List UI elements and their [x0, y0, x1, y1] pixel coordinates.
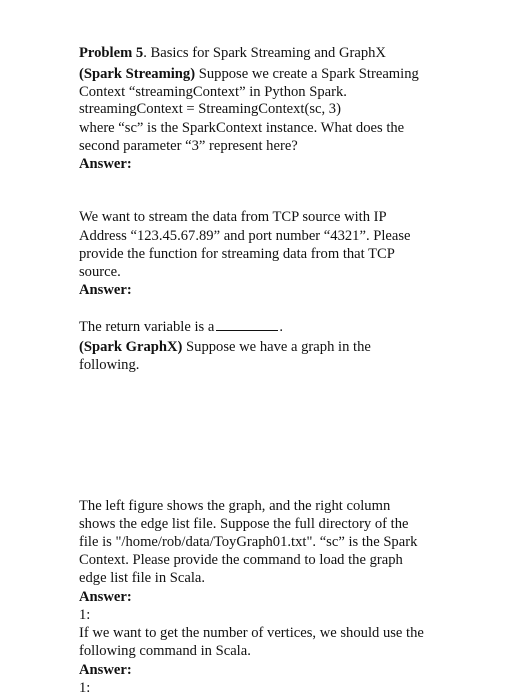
- load-line-5: edge list file in Scala.: [79, 570, 206, 586]
- tcp-line-1: We want to stream the data from TCP source with IP: [79, 209, 387, 225]
- streaming-line-1: [79, 66, 419, 83]
- streaming-answer-label: [79, 156, 132, 173]
- streaming-tag: (Spark Streaming): [79, 66, 196, 82]
- vertices-answer-item: 1:: [79, 680, 91, 696]
- load-line-2: shows the edge list file. Suppose the full directory of the: [79, 516, 409, 532]
- load-line-4: Context. Please provide the command to load the graph: [79, 552, 403, 568]
- load-answer-label: [79, 589, 132, 606]
- tcp-line-3: provide the function for streaming data from that TCP: [79, 246, 395, 262]
- tcp-line-4: source.: [79, 264, 121, 280]
- answer-label-text: Answer:: [79, 662, 132, 678]
- answer-label-text: Answer:: [79, 156, 132, 172]
- fill-in-blank: [216, 319, 278, 331]
- load-line-3: file is "/home/rob/data/ToyGraph01.txt". “sc” is the Spark: [79, 534, 418, 550]
- answer-label-text: Answer:: [79, 282, 132, 298]
- graphx-line-2: following.: [79, 357, 140, 373]
- return-variable-text: The return variable is a: [79, 319, 215, 335]
- problem-number: Problem 5: [79, 45, 144, 61]
- problem-title: [79, 45, 386, 62]
- vertices-line-2: following command in Scala.: [79, 643, 251, 659]
- streaming-code-line: streamingContext = StreamingContext(sc, 3): [79, 101, 341, 117]
- streaming-line-2: Context “streamingContext” in Python Spark.: [79, 84, 347, 100]
- streaming-line-5: second parameter “3” represent here?: [79, 138, 298, 154]
- return-variable-period: .: [279, 319, 283, 335]
- tcp-answer-label: [79, 282, 132, 299]
- vertices-answer-label: [79, 662, 132, 679]
- streaming-line-4: where “sc” is the SparkContext instance. What does the: [79, 120, 405, 136]
- vertices-line-1: If we want to get the number of vertices, we should use the: [79, 625, 424, 641]
- problem-title-text: . Basics for Spark Streaming and GraphX: [143, 45, 386, 61]
- load-answer-item: 1:: [79, 607, 91, 623]
- graphx-tag: (Spark GraphX): [79, 339, 183, 355]
- answer-label-text: Answer:: [79, 589, 132, 605]
- load-line-1: The left figure shows the graph, and the right column: [79, 498, 391, 514]
- graphx-line-1-text: Suppose we have a graph in the: [182, 339, 371, 355]
- return-variable-line: [79, 319, 283, 336]
- streaming-line-1-text: Suppose we create a Spark Streaming: [195, 66, 419, 82]
- tcp-line-2: Address “123.45.67.89” and port number “4321”. Please: [79, 228, 411, 244]
- graphx-line-1: [79, 339, 371, 356]
